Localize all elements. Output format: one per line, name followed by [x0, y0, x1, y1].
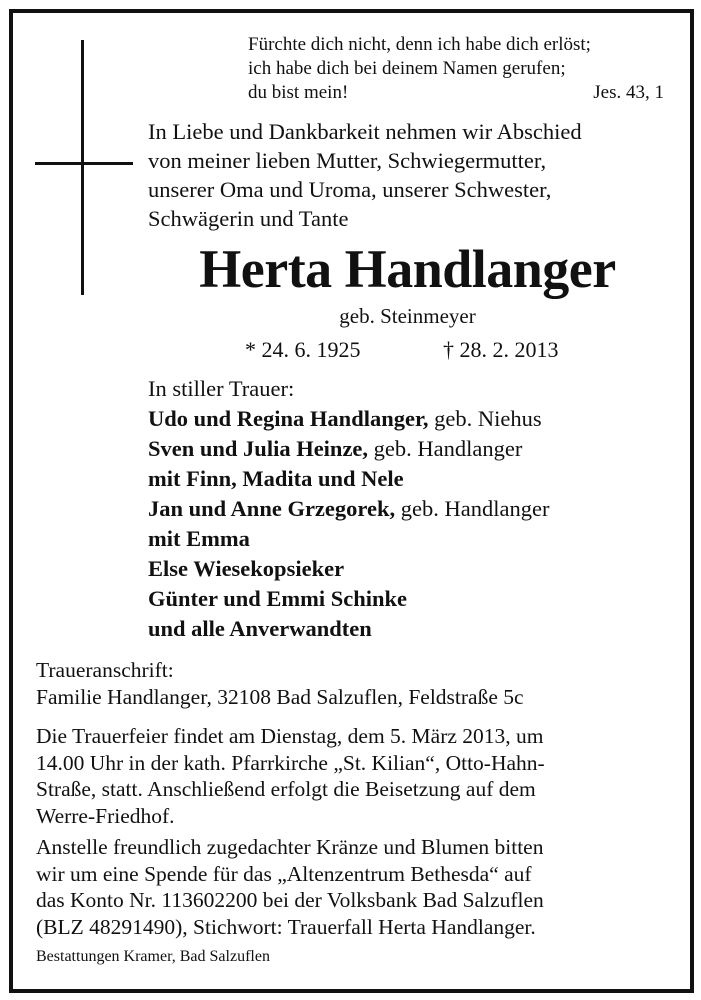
donation-line: wir um eine Spende für das „Altenzentrum Bethesda“ auf	[36, 861, 532, 886]
mourner-entry	[148, 524, 688, 554]
verse-reference: Jes. 43, 1	[593, 82, 664, 103]
funeral-line: 14.00 Uhr in der kath. Pfarrkirche „St. Kilian“, Otto-Hahn-	[36, 750, 545, 775]
funeral-line: Straße, statt. Anschließend erfolgt die Beisetzung auf dem	[36, 777, 536, 801]
birth-date: * 24. 6. 1925	[245, 337, 361, 362]
cross-icon-bar	[35, 162, 133, 165]
funeral-line: Werre-Friedhof.	[36, 803, 175, 828]
donation-line: (BLZ 48291490), Stichwort: Trauerfall Herta Handlanger.	[36, 914, 536, 939]
mourners-heading: In stiller Trauer:	[148, 376, 295, 401]
mourner-note: geb. Niehus	[428, 406, 542, 431]
intro-line: unserer Oma und Uroma, unserer Schwester,	[148, 177, 552, 202]
mourner-entry	[148, 434, 688, 464]
donation-line: Anstelle freundlich zugedachter Kränze und Blumen bitten	[36, 835, 544, 859]
bible-verse	[248, 33, 668, 105]
mourner-names: und alle Anverwandten	[148, 616, 372, 641]
funeral-line: Die Trauerfeier findet am Dienstag, dem 5. März 2013, um	[36, 724, 544, 748]
intro-line: Schwägerin und Tante	[148, 206, 349, 231]
mourner-names: mit Finn, Madita und Nele	[148, 466, 404, 491]
address-value: Familie Handlanger, 32108 Bad Salzuflen, Feldstraße 5c	[36, 685, 524, 709]
birth-name: geb. Steinmeyer	[339, 304, 476, 328]
mourner-entry	[148, 584, 688, 614]
mourner-entry	[148, 554, 688, 584]
verse-line: Fürchte dich nicht, denn ich habe dich erlöst;	[248, 34, 591, 55]
mourner-names: Else Wiesekopsieker	[148, 556, 345, 581]
verse-line: ich habe dich bei deinem Namen gerufen;	[248, 58, 566, 79]
mourner-entry	[148, 404, 688, 434]
intro-line: In Liebe und Dankbarkeit nehmen wir Abschied	[148, 119, 582, 144]
mourner-names: Günter und Emmi Schinke	[148, 586, 408, 611]
donation-request	[36, 834, 676, 940]
deceased-name: Herta Handlanger	[199, 239, 616, 299]
donation-line: das Konto Nr. 113602200 bei der Volksbank Bad Salzuflen	[36, 888, 544, 912]
mourner-names: Jan und Anne Grzegorek,	[148, 496, 396, 521]
mourner-entry	[148, 494, 688, 524]
undertaker-credit: Bestattungen Kramer, Bad Salzuflen	[36, 948, 270, 965]
intro-line: von meiner lieben Mutter, Schwiegermutter,	[148, 148, 547, 173]
mourner-entry	[148, 614, 688, 644]
mourner-entry	[148, 464, 688, 494]
mourner-names: mit Emma	[148, 526, 250, 551]
mourner-note: geb. Handlanger	[395, 496, 550, 521]
mourning-address	[36, 657, 676, 711]
mourner-note: geb. Handlanger	[368, 436, 523, 461]
mourners-list	[148, 374, 688, 644]
verse-line: du bist mein!	[248, 82, 349, 103]
mourner-names: Udo und Regina Handlanger,	[148, 406, 429, 431]
mourner-names: Sven und Julia Heinze,	[148, 436, 369, 461]
address-label: Traueranschrift:	[36, 658, 174, 682]
funeral-details	[36, 723, 676, 829]
farewell-intro	[148, 117, 668, 233]
death-date: † 28. 2. 2013	[443, 337, 559, 362]
